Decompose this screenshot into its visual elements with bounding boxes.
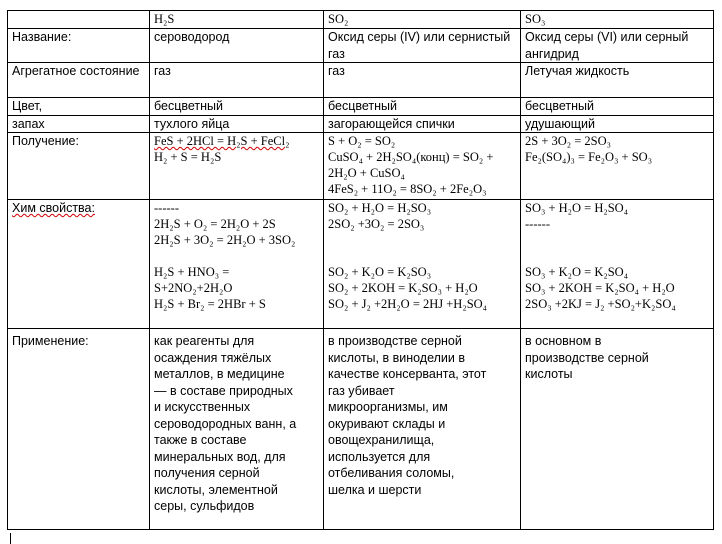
text-line: минеральных вод, для bbox=[154, 449, 286, 464]
formula-line: SO₂ + K₂O = K₂SO₃ bbox=[328, 265, 432, 279]
text-line: как реагенты для bbox=[154, 334, 255, 348]
spacer bbox=[154, 248, 319, 264]
text-line: кислоты, элементной bbox=[154, 482, 278, 497]
h2s-state: газ bbox=[150, 63, 324, 98]
text-cursor bbox=[10, 533, 11, 544]
spacer bbox=[328, 232, 516, 248]
text-line: производстве серной bbox=[525, 350, 649, 365]
header-empty-cell bbox=[8, 11, 150, 29]
row-label-chemistry bbox=[8, 200, 150, 329]
row-label-state: Агрегатное состояние bbox=[8, 63, 150, 98]
spacer bbox=[525, 232, 709, 248]
formula-line: ------ bbox=[525, 217, 550, 231]
table-row bbox=[8, 63, 714, 98]
formula-line: ------ bbox=[154, 201, 179, 215]
so3-production bbox=[521, 133, 714, 200]
label-color: Цвет, bbox=[8, 98, 149, 116]
properties-table bbox=[7, 10, 714, 530]
so3-color-smell bbox=[521, 98, 714, 133]
text-line: кислоты bbox=[525, 367, 573, 381]
text-line: микроорганизмы, им bbox=[328, 400, 448, 414]
text-line: кислоты, в виноделии в bbox=[328, 350, 465, 365]
formula-line: SO₃ + H₂O = H₂SO₄ bbox=[525, 201, 629, 215]
so2-smell: загорающейся спички bbox=[328, 116, 455, 131]
so3-usage bbox=[521, 329, 714, 530]
formula-line: Fe₂(SO₄)₃ = Fe₂O₃ + SO₃ bbox=[525, 150, 653, 164]
formula-line: SO₂ + H₂O = H₂SO₃ bbox=[328, 201, 432, 215]
formula-line: 4FeS₂ + 11O₂ = 8SO₂ + 2Fe₂O₃ bbox=[328, 182, 487, 196]
h2s-color: бесцветный bbox=[150, 98, 323, 116]
text-line: серы, сульфидов bbox=[154, 499, 255, 513]
header-so2: SO₂ bbox=[324, 11, 521, 29]
so2-production bbox=[324, 133, 521, 200]
formula-line: 2H₂O + CuSO₄ bbox=[328, 166, 405, 180]
formula-line: CuSO₄ + 2H₂SO₄(конц) = SO₂ + bbox=[328, 150, 494, 164]
spacer bbox=[525, 248, 709, 264]
table-row bbox=[8, 98, 714, 133]
formula-line: SO₂ + 2KOH = K₂SO₃ + H₂O bbox=[328, 281, 478, 295]
h2s-color-smell bbox=[150, 98, 324, 133]
chem-label-text: Хим свойства: bbox=[12, 201, 95, 215]
text-line: в основном в bbox=[525, 334, 602, 348]
row-label-name: Название: bbox=[8, 29, 150, 63]
spacer bbox=[328, 248, 516, 264]
text-line: овощехранилища, bbox=[328, 433, 435, 447]
so2-color-smell bbox=[324, 98, 521, 133]
text-line: в производстве серной bbox=[328, 334, 462, 348]
so2-usage bbox=[324, 329, 521, 530]
formula-line: SO₂ + J₂ +2H₂O = 2HJ +H₂SO₄ bbox=[328, 297, 488, 311]
formula-line: H₂S + HNO₃ = bbox=[154, 265, 230, 279]
text-line: газ убивает bbox=[328, 383, 395, 398]
formula-line: 2H₂S + O₂ = 2H₂O + 2S bbox=[154, 217, 276, 231]
text-line: отбеливания соломы, bbox=[328, 466, 455, 480]
text-line: используется для bbox=[328, 449, 431, 464]
row-label-production: Получение: bbox=[8, 133, 150, 200]
so3-smell: удушающий bbox=[525, 116, 595, 131]
text-line: металлов, в медицине bbox=[154, 367, 285, 381]
text-line: и искусственных bbox=[154, 400, 251, 414]
so3-chemistry bbox=[521, 200, 714, 329]
table-row bbox=[8, 133, 714, 200]
formula-line: H₂ + S = H₂S bbox=[154, 150, 222, 164]
so3-name: Оксид серы (VI) или серный ангидрид bbox=[521, 29, 714, 63]
h2s-production bbox=[150, 133, 324, 200]
formula-line: 2SO₂ +3O₂ = 2SO₃ bbox=[328, 217, 425, 231]
h2s-name: сероводород bbox=[150, 29, 324, 63]
text-line: шелка и шерсти bbox=[328, 482, 422, 497]
h2s-smell: тухлого яйца bbox=[154, 116, 230, 131]
formula-line: SO₃ + K₂O = K₂SO₄ bbox=[525, 265, 629, 279]
text-line: получения серной bbox=[154, 466, 260, 480]
text-line: — в составе природных bbox=[154, 383, 293, 398]
so2-state: газ bbox=[324, 63, 521, 98]
formula-line: 2S + 3O₂ = 2SO₃ bbox=[525, 134, 612, 148]
table-row bbox=[8, 29, 714, 63]
text-line: сероводородных ванн, а bbox=[154, 416, 297, 431]
so3-state: Летучая жидкость bbox=[521, 63, 714, 98]
header-so3: SO₃ bbox=[521, 11, 714, 29]
text-line: качестве консерванта, этот bbox=[328, 367, 487, 381]
formula-line: SO₃ + 2KOH = K₂SO₄ + H₂O bbox=[525, 281, 675, 295]
so2-color: бесцветный bbox=[324, 98, 520, 116]
row-label-usage: Применение: bbox=[8, 329, 150, 530]
h2s-usage bbox=[150, 329, 324, 530]
formula-line: H₂S + Br₂ = 2HBr + S bbox=[154, 297, 266, 311]
h2s-chemistry bbox=[150, 200, 324, 329]
formula-line: S + O₂ = SO₂ bbox=[328, 134, 396, 148]
text-line: также в составе bbox=[154, 433, 247, 447]
so3-color: бесцветный bbox=[521, 98, 713, 116]
formula-line: 2H₂S + 3O₂ = 2H₂O + 3SO₂ bbox=[154, 233, 296, 247]
label-smell: запах bbox=[12, 116, 45, 131]
so2-chemistry bbox=[324, 200, 521, 329]
table-row bbox=[8, 329, 714, 530]
formula-line: 2SO₃ +2KJ = J₂ +SO₂+K₂SO₄ bbox=[525, 297, 676, 311]
so2-name: Оксид серы (IV) или сернистый газ bbox=[324, 29, 521, 63]
text-line: окуривают склады и bbox=[328, 416, 446, 431]
header-row bbox=[8, 11, 714, 29]
text-line: осаждения тяжёлых bbox=[154, 350, 272, 365]
formula-line: FeS + 2HCl = H₂S + FeCl₂ bbox=[154, 134, 290, 148]
table-row bbox=[8, 200, 714, 329]
formula-line: S+2NO₂+2H₂O bbox=[154, 281, 233, 295]
row-label-color-smell bbox=[8, 98, 150, 133]
header-h2s: H₂S bbox=[150, 11, 324, 29]
